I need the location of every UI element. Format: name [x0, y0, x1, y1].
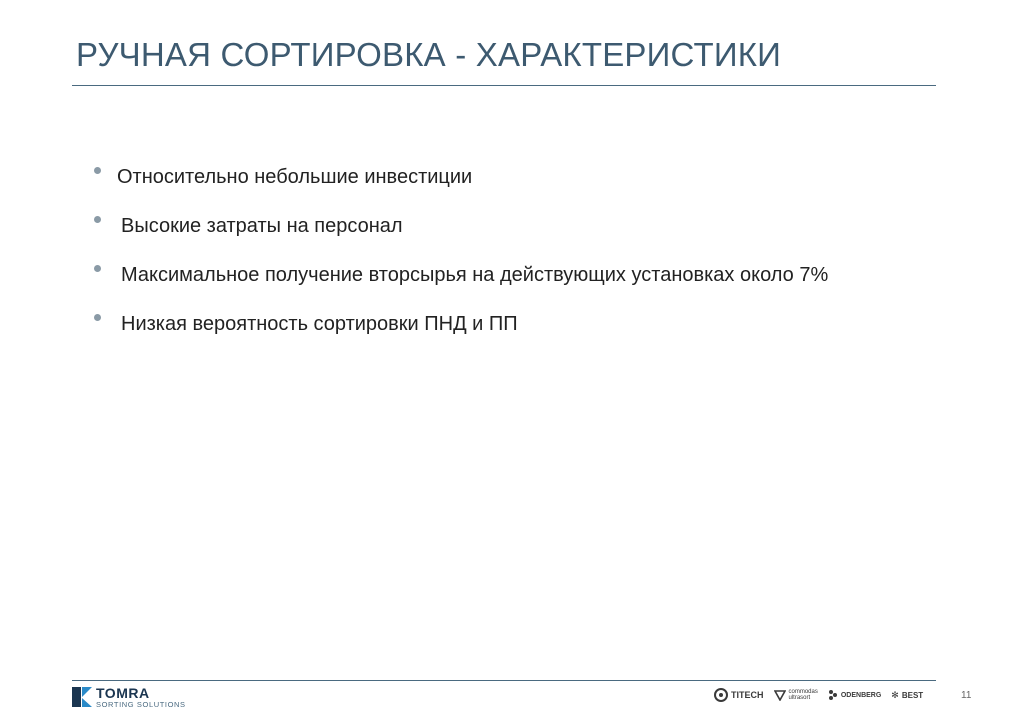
odenberg-label: ODENBERG	[840, 691, 882, 699]
bullet-text: Низкая вероятность сортировки ПНД и ПП	[121, 313, 518, 335]
titech-logo	[714, 688, 764, 702]
partner-logos	[714, 688, 923, 702]
bullet-text: Максимальное получение вторсырья на действующих установках около 7%	[121, 264, 829, 286]
bullet-dot	[94, 216, 101, 223]
page-number: 11	[961, 690, 972, 701]
commodas-line1: commodas	[788, 689, 818, 695]
commodas-icon	[774, 689, 786, 701]
titech-label: TITECH	[731, 690, 764, 700]
tomra-logo-icon	[72, 687, 92, 707]
bullet-dot	[94, 167, 101, 174]
odenberg-logo	[828, 689, 881, 701]
best-label: BEST	[901, 690, 924, 700]
bullet-dot	[94, 265, 101, 272]
commodas-line2: ultrasort	[788, 695, 811, 701]
logo-name: TOMRA	[96, 685, 150, 701]
slide-title: РУЧНАЯ СОРТИРОВКА - ХАРАКТЕРИСТИКИ	[76, 36, 782, 73]
logo-subtitle: SORTING SOLUTIONS	[96, 700, 186, 709]
best-logo	[891, 690, 923, 701]
asterisk-icon: ✻	[891, 689, 899, 700]
bullet-text: Относительно небольшие инвестиции	[117, 166, 473, 188]
titech-icon	[714, 688, 728, 702]
bullet-dot	[94, 314, 101, 321]
title-divider	[72, 85, 936, 86]
tomra-logo	[72, 686, 186, 709]
commodas-logo	[774, 689, 818, 701]
odenberg-icon	[828, 689, 838, 701]
bullet-text: Высокие затраты на персонал	[121, 215, 403, 237]
footer-divider	[72, 680, 936, 681]
